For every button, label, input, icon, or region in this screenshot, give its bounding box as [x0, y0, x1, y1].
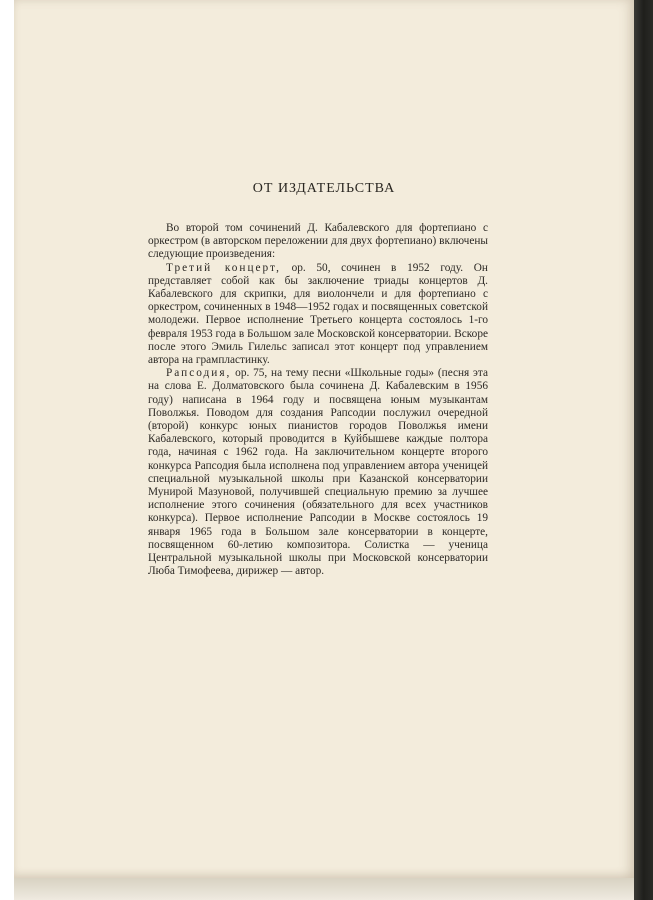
- book-cover-edge: [634, 0, 653, 900]
- concerto-lead: Третий концерт,: [166, 261, 281, 274]
- concerto-text: ор. 50, сочинен в 1952 году. Он представляет собой как бы заключение триады концертов Д. Кабалевского для скрипки, для виолончели и для фортепиано с оркестром, сочиненных в 1948—1952 годах и посвященных советской молодежи. Первое исполнение Третьего концерта состоялось 1-го февраля 1953 года в Большом зале Московской консерватории. Вскоре после этого Эмиль Гилельс записал этот концерт под управлением автора на грампластинку.: [148, 261, 488, 367]
- page-bottom-edge: [14, 878, 634, 900]
- intro-paragraph: [148, 222, 488, 262]
- page-heading: ОТ ИЗДАТЕЛЬСТВА: [252, 181, 396, 196]
- body-text: [148, 222, 488, 578]
- rhapsody-lead: Рапсодия,: [166, 367, 232, 380]
- rhapsody-text: ор. 75, на тему песни «Школьные годы» (песня эта на слова Е. Долматовского была сочинена Д. Кабалевским в 1956 году) написана в 1964 году и посвящена юным музыкантам Поволжья. Поводом для создания Рапсодии послужил очередной (второй) конкурс юных пианистов городов Поволжья имени Кабалевского, который проводится в Куйбышеве каждые полтора года, начиная с 1962 года. На заключительном концерте второго конкурса Рапсодия была исполнена под управлением автора ученицей специальной музыкальной школы при Казанской консерватории Мунирой Мазуновой, получившей специальную премию за лучшее исполнение этого сочинения (обязательного для всех участников конкурса). Первое исполнение Рапсодии в Москве состоялось 19 января 1965 года в Большом зале консерватории в концерте, посвященном 60-летию композитора. Солистка — ученица Центральной музыкальной школы при Московской консерватории Люба Тимофеева, дирижер — автор.: [148, 367, 488, 578]
- rhapsody-paragraph: [148, 367, 488, 578]
- scan-margin-left: [0, 0, 14, 900]
- intro-text: Во второй том сочинений Д. Кабалевского для фортепиано с оркестром (в авторском переложении для двух фортепиано) включены следующие произведения:: [148, 222, 488, 261]
- concerto-paragraph: [148, 262, 488, 368]
- book-page: [14, 0, 634, 878]
